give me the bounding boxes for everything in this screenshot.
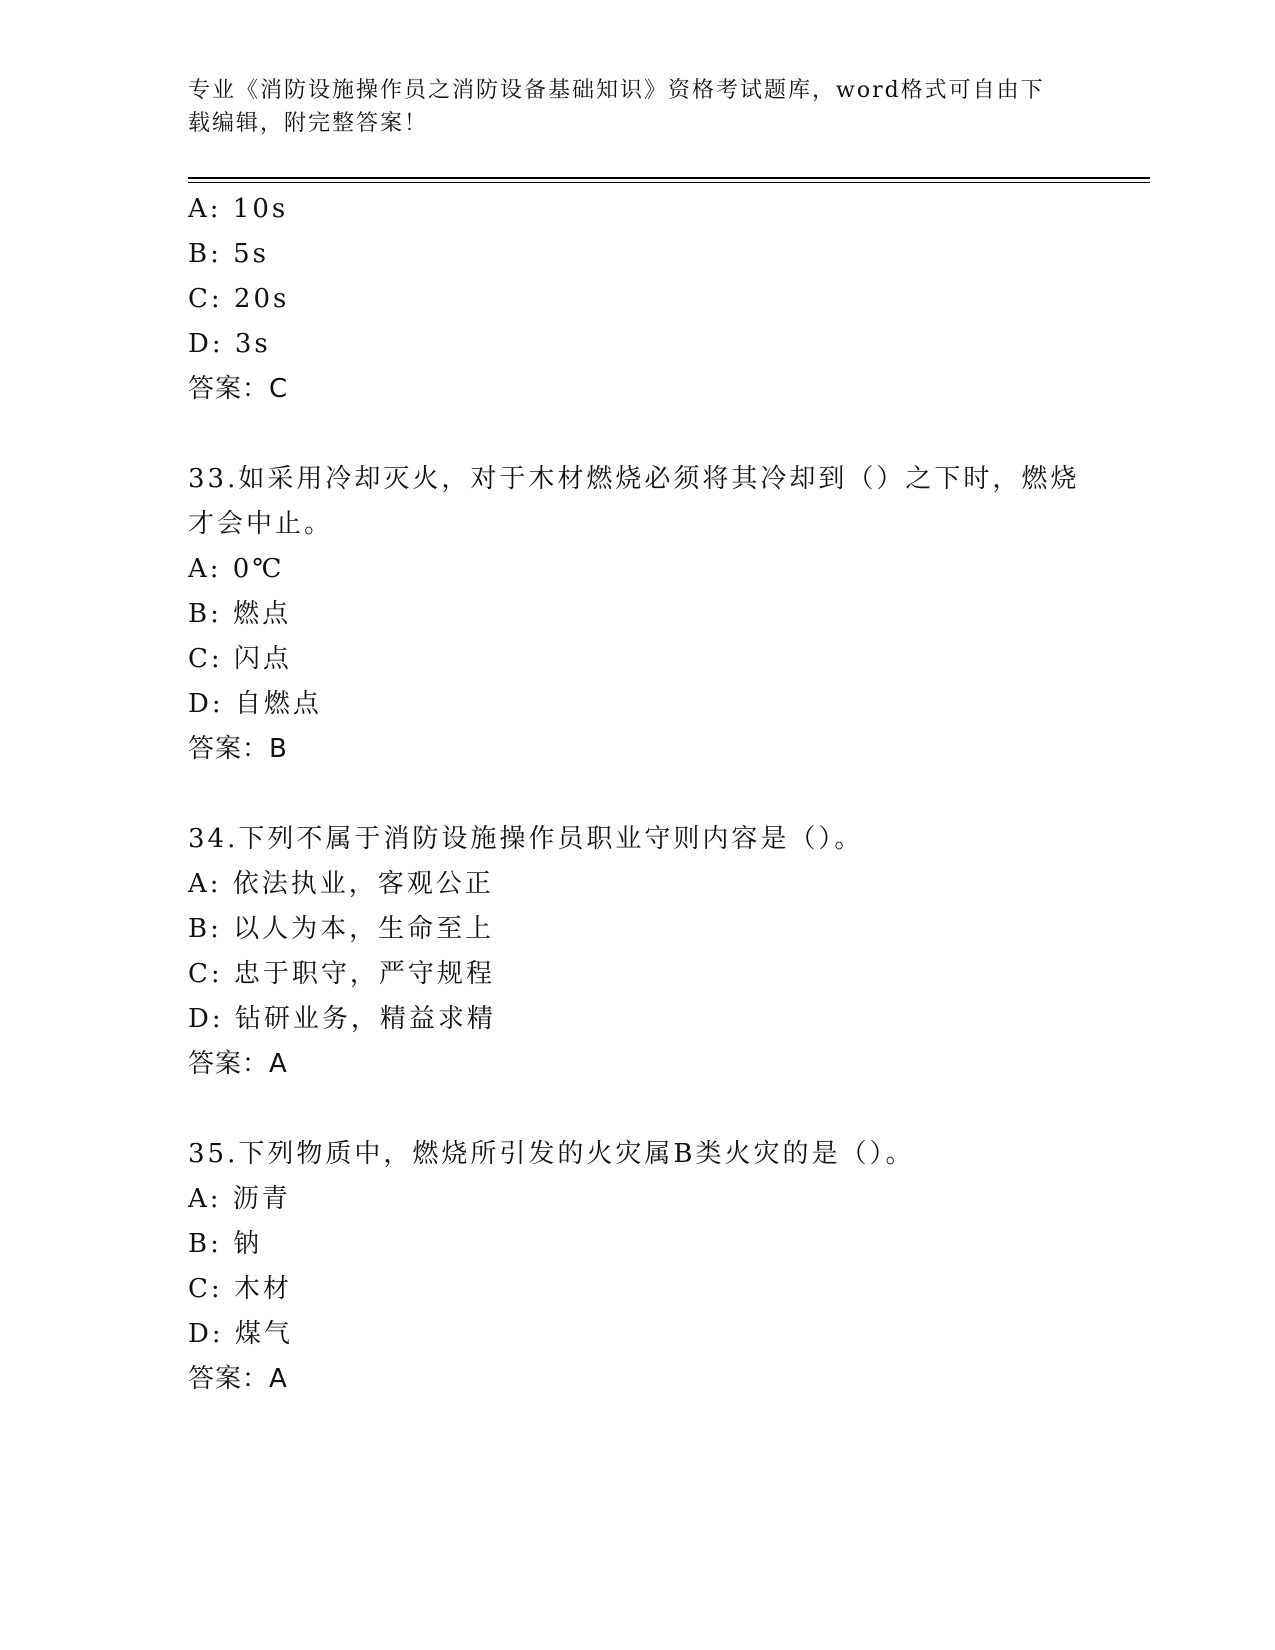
option-c: C: 木材 xyxy=(188,1274,292,1304)
question-stem-continued: 才会中止。 xyxy=(188,509,334,539)
option-c: C: 闪点 xyxy=(188,644,292,674)
option-b: B: 5s xyxy=(188,239,270,269)
header-line-2: 载编辑，附完整答案！ xyxy=(188,111,429,136)
question-stem: 34.下列不属于消防设施操作员职业守则内容是（）。 xyxy=(188,824,864,854)
option-a: A: 依法执业，客观公正 xyxy=(188,869,494,899)
option-a: A: 0℃ xyxy=(188,554,285,584)
option-d: D: 自燃点 xyxy=(188,689,322,719)
answer-line: 答案：C xyxy=(188,374,289,404)
answer-line: 答案：A xyxy=(188,1049,288,1079)
option-d: D: 煤气 xyxy=(188,1319,293,1349)
answer-line: 答案：B xyxy=(188,734,288,764)
option-b: B: 以人为本，生命至上 xyxy=(188,914,495,944)
header-rule-thin xyxy=(188,182,1150,183)
header-rule-thick xyxy=(188,177,1150,179)
question-stem: 35.下列物质中，燃烧所引发的火灾属B类火灾的是（）。 xyxy=(188,1139,915,1169)
option-a: A: 沥青 xyxy=(188,1184,291,1214)
option-d: D: 3s xyxy=(188,329,271,359)
answer-line: 答案：A xyxy=(188,1364,288,1394)
option-b: B: 燃点 xyxy=(188,599,292,629)
option-b: B: 钠 xyxy=(188,1229,263,1259)
header-line-1: 专业《消防设施操作员之消防设备基础知识》资格考试题库，word格式可自由下 xyxy=(188,78,1045,103)
option-c: C: 忠于职守，严守规程 xyxy=(188,959,495,989)
option-d: D: 钻研业务，精益求精 xyxy=(188,1004,496,1034)
document-header xyxy=(188,74,1078,140)
option-a: A: 10s xyxy=(188,194,289,224)
question-stem: 33.如采用冷却灭火，对于木材燃烧必须将其冷却到（）之下时，燃烧 xyxy=(188,464,1080,494)
option-c: C: 20s xyxy=(188,284,290,314)
